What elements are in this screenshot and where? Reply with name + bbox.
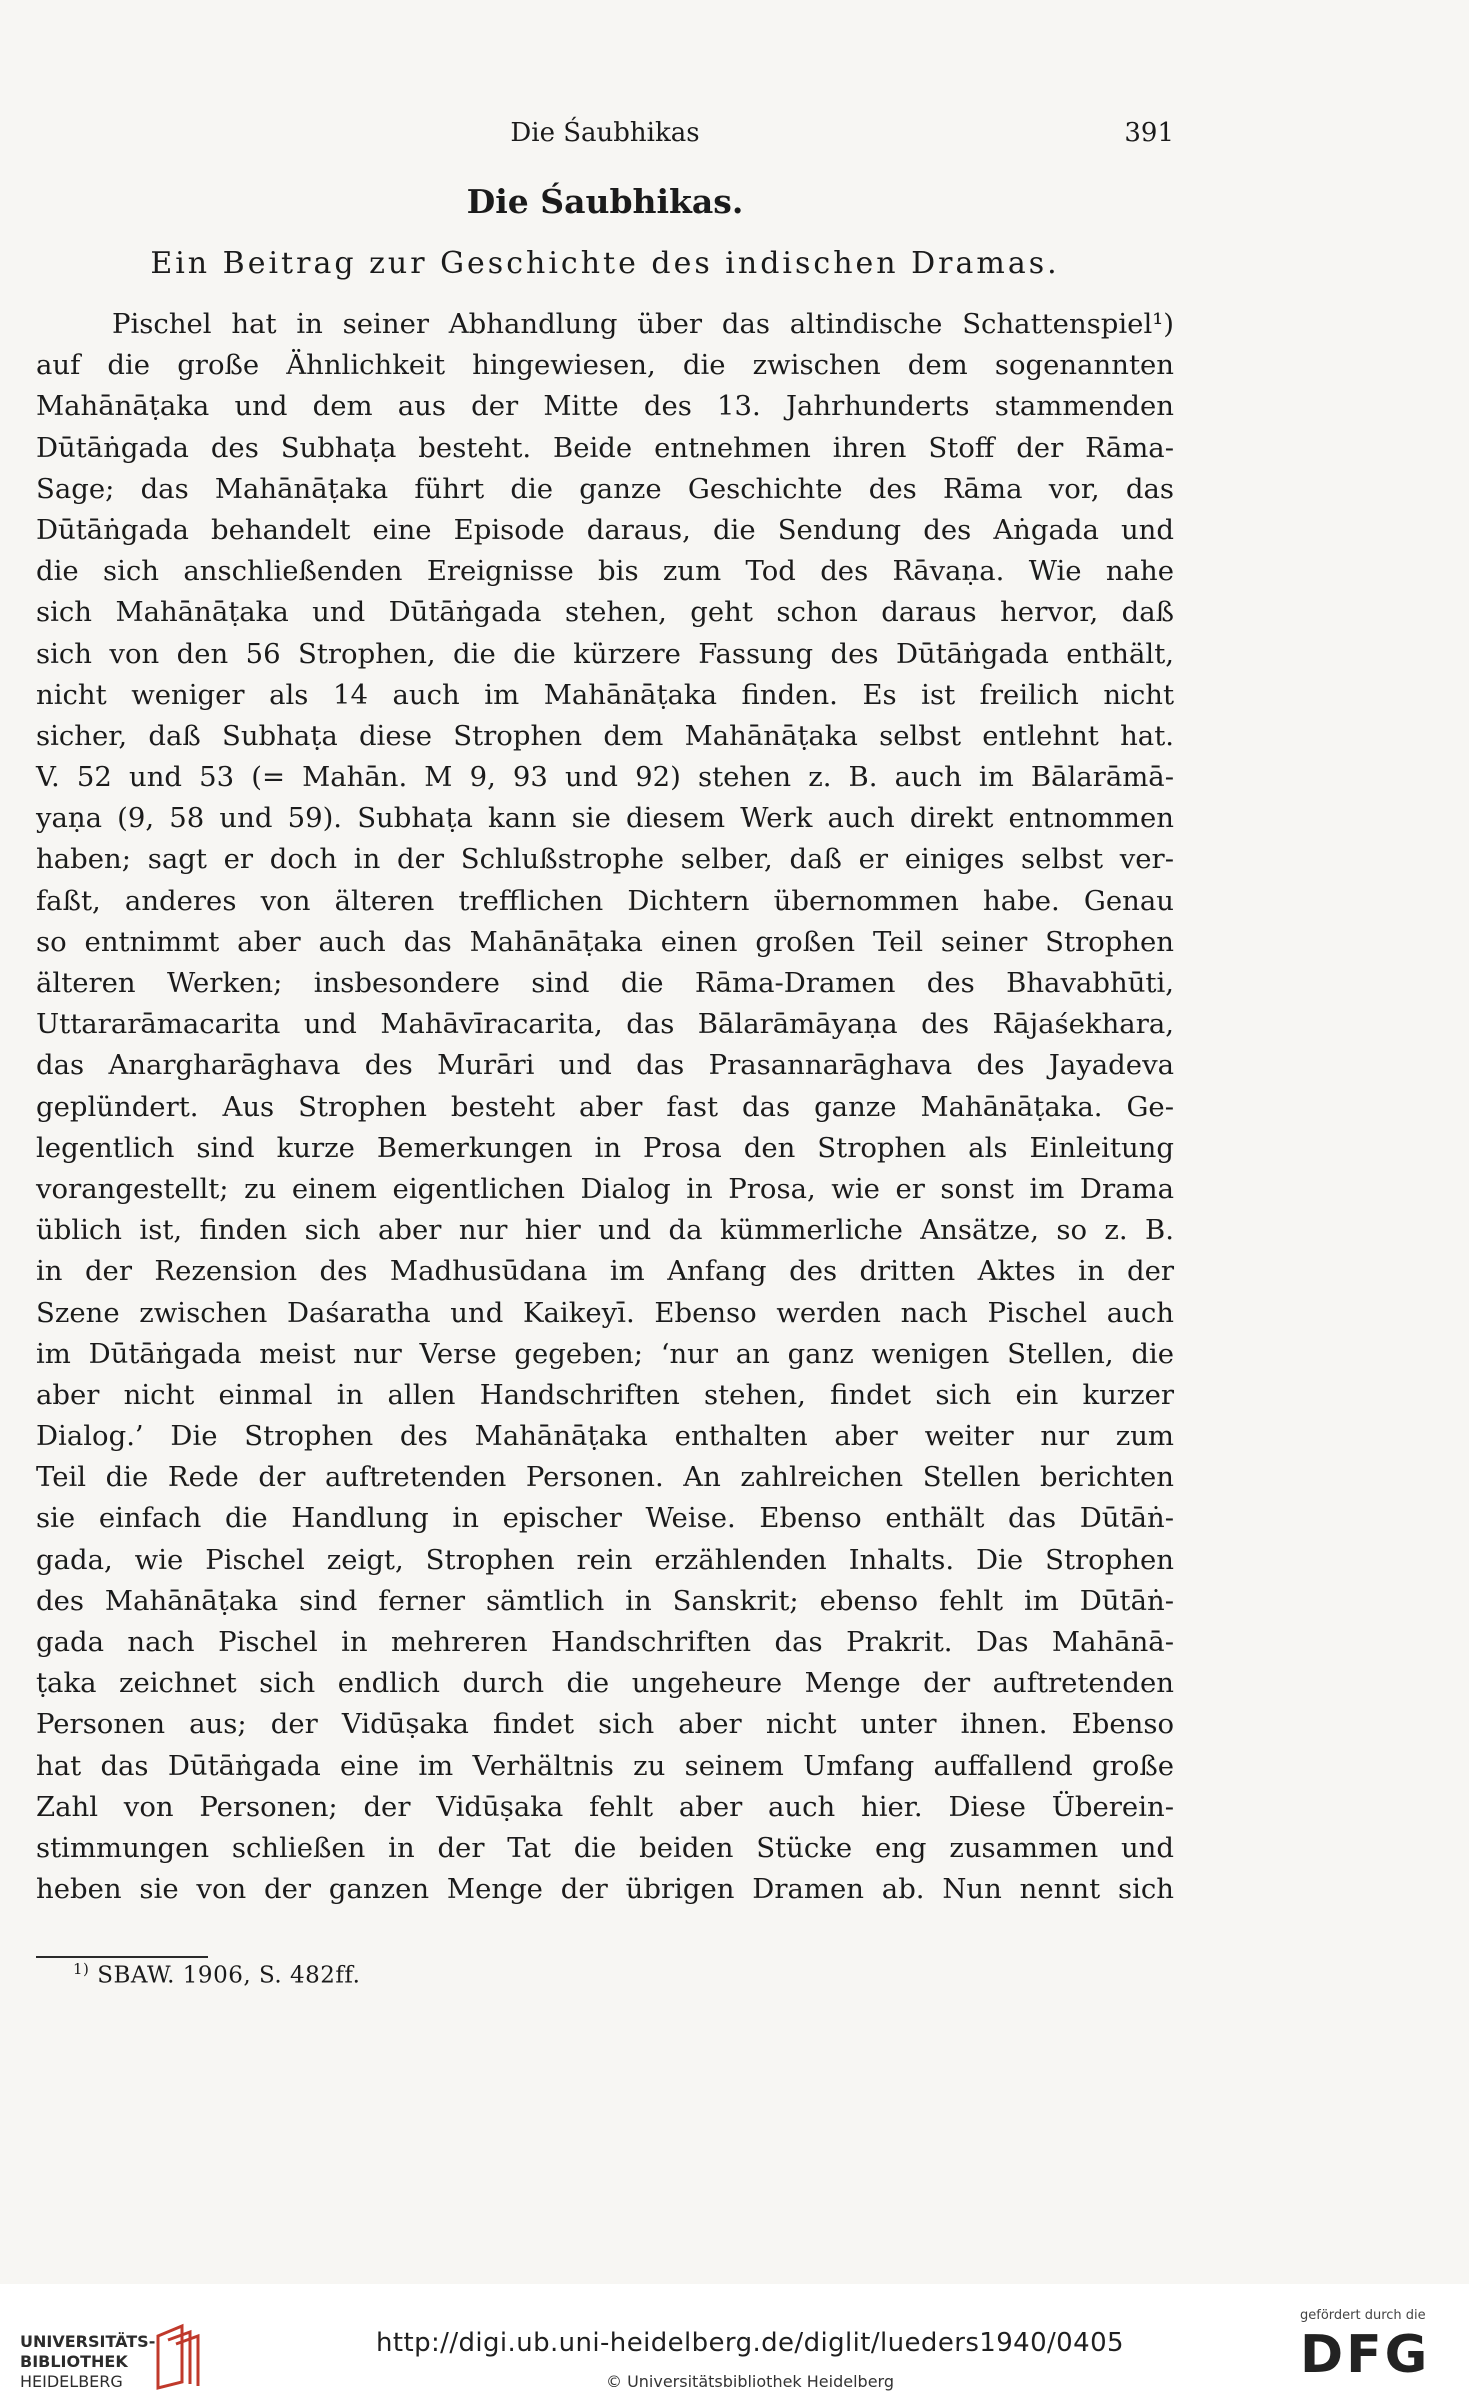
text-line: Dūtāṅgada behandelt eine Episode daraus, die Sendung des Aṅgada und (36, 513, 1174, 546)
body-text (36, 304, 1174, 1910)
dfg-logo-icon: DFG (1300, 2325, 1431, 2385)
footnote-text: SBAW. 1906, S. 482ff. (97, 1962, 361, 1989)
text-line: auf die große Ähnlichkeit hingewiesen, die zwischen dem sogenannten (36, 349, 1174, 382)
text-line: Dialog.’ Die Strophen des Mahānāṭaka enthalten aber weiter nur zum (36, 1420, 1174, 1453)
text-line: yaṇa (9, 58 und 59). Subhaṭa kann sie diesem Werk auch direkt entnommen (36, 802, 1174, 835)
page-number: 391 (1124, 118, 1174, 148)
text-line: heben sie von der ganzen Menge der übrigen Dramen ab. Nun nennt sich (36, 1873, 1174, 1906)
running-header (36, 118, 1174, 158)
text-line: sich Mahānāṭaka und Dūtāṅgada stehen, geht schon daraus hervor, daß (36, 596, 1174, 629)
digitization-footer (0, 2284, 1469, 2404)
text-line: Pischel hat in seiner Abhandlung über das altindische Schattenspiel¹) (112, 308, 1174, 340)
text-line: hat das Dūtāṅgada eine im Verhältnis zu seinem Umfang auffallend große (36, 1749, 1174, 1782)
text-line: ṭaka zeichnet sich endlich durch die ungeheure Menge der auftretenden (36, 1667, 1174, 1700)
article-title: Die Śaubhikas. (466, 182, 744, 221)
text-line: sicher, daß Subhaṭa diese Strophen dem Mahānāṭaka selbst entlehnt hat. (36, 719, 1174, 752)
text-line: gada nach Pischel in mehreren Handschriften das Prakrit. Das Mahānā- (36, 1626, 1174, 1658)
text-line: üblich ist, finden sich aber nur hier und da kümmerliche Ansätze, so z. B. (36, 1214, 1174, 1247)
text-line: aber nicht einmal in allen Handschriften stehen, findet sich ein kurzer (36, 1378, 1174, 1411)
text-line: stimmungen schließen in der Tat die beiden Stücke eng zusammen und (36, 1831, 1174, 1864)
footnote (73, 1960, 360, 1989)
text-line: V. 52 und 53 (= Mahān. M 9, 93 und 92) stehen z. B. auch im Bālarāmā- (36, 761, 1174, 794)
article-subtitle: Ein Beitrag zur Geschichte des indischen Dramas. (150, 246, 1060, 281)
text-line: Dūtāṅgada des Subhaṭa besteht. Beide entnehmen ihren Stoff der Rāma- (36, 431, 1174, 464)
text-line: sie einfach die Handlung in epischer Weise. Ebenso enthält das Dūtāṅ- (36, 1502, 1174, 1535)
text-line: sich von den 56 Strophen, die die kürzere Fassung des Dūtāṅgada enthält, (36, 637, 1174, 670)
text-line: haben; sagt er doch in der Schlußstrophe selber, daß er einiges selbst ver- (36, 843, 1174, 876)
text-line: legentlich sind kurze Bemerkungen in Prosa den Strophen als Einleitung (36, 1131, 1174, 1164)
text-line: Uttararāmacarita und Mahāvīracarita, das Bālarāmāyaṇa des Rājaśekhara, (36, 1008, 1174, 1041)
digitization-url-link[interactable]: http://digi.ub.uni-heidelberg.de/diglit/lueders1940/0405 (376, 2328, 1124, 2358)
text-line: in der Rezension des Madhusūdana im Anfang des dritten Aktes in der (36, 1255, 1174, 1288)
text-line: nicht weniger als 14 auch im Mahānāṭaka finden. Es ist freilich nicht (36, 678, 1174, 711)
text-line: das Anargharāghava des Murāri und das Prasannarāghava des Jayadeva (36, 1049, 1174, 1082)
copyright-notice: © Universitätsbibliothek Heidelberg (605, 2372, 894, 2391)
funder-note: gefördert durch die (1300, 2308, 1426, 2323)
text-line: des Mahānāṭaka sind ferner sämtlich in Sanskrit; ebenso fehlt im Dūtāṅ- (36, 1584, 1174, 1617)
text-line: älteren Werken; insbesondere sind die Rāma-Dramen des Bhavabhūti, (36, 967, 1174, 999)
text-line: Szene zwischen Daśaratha und Kaikeyī. Ebenso werden nach Pischel auch (36, 1296, 1174, 1329)
text-line: gada, wie Pischel zeigt, Strophen rein erzählenden Inhalts. Die Strophen (36, 1543, 1174, 1576)
footnote-rule (36, 1956, 208, 1958)
text-line: die sich anschließenden Ereignisse bis zum Tod des Rāvaṇa. Wie nahe (36, 555, 1174, 588)
text-line: Mahānāṭaka und dem aus der Mitte des 13. Jahrhunderts stammenden (36, 390, 1174, 423)
text-line: so entnimmt aber auch das Mahānāṭaka einen großen Teil seiner Strophen (36, 925, 1174, 958)
text-line: Zahl von Personen; der Vidūṣaka fehlt aber auch hier. Diese Überein- (36, 1790, 1174, 1823)
text-line: vorangestellt; zu einem eigentlichen Dialog in Prosa, wie er sonst im Drama (36, 1172, 1174, 1205)
text-line: geplündert. Aus Strophen besteht aber fast das ganze Mahānāṭaka. Ge- (36, 1090, 1174, 1123)
ub-heidelberg-logo-icon (150, 2322, 202, 2390)
text-line: Sage; das Mahānāṭaka führt die ganze Geschichte des Rāma vor, das (36, 472, 1174, 505)
text-line: faßt, anderes von älteren trefflichen Dichtern übernommen habe. Genau (36, 884, 1174, 917)
library-name (20, 2332, 155, 2392)
text-line: Teil die Rede der auftretenden Personen. An zahlreichen Stellen berichten (36, 1461, 1174, 1494)
library-name-line-2: BIBLIOTHEK (20, 2352, 128, 2371)
library-name-line-1: UNIVERSITÄTS- (20, 2332, 156, 2351)
text-line: Personen aus; der Vidūṣaka findet sich aber nicht unter ihnen. Ebenso (36, 1708, 1174, 1741)
running-title: Die Śaubhikas (510, 118, 700, 148)
library-name-line-3: HEIDELBERG (20, 2372, 123, 2391)
text-line: im Dūtāṅgada meist nur Verse gegeben; ‘nur an ganz wenigen Stellen, die (36, 1337, 1174, 1370)
footnote-marker: 1) (73, 1960, 90, 1978)
